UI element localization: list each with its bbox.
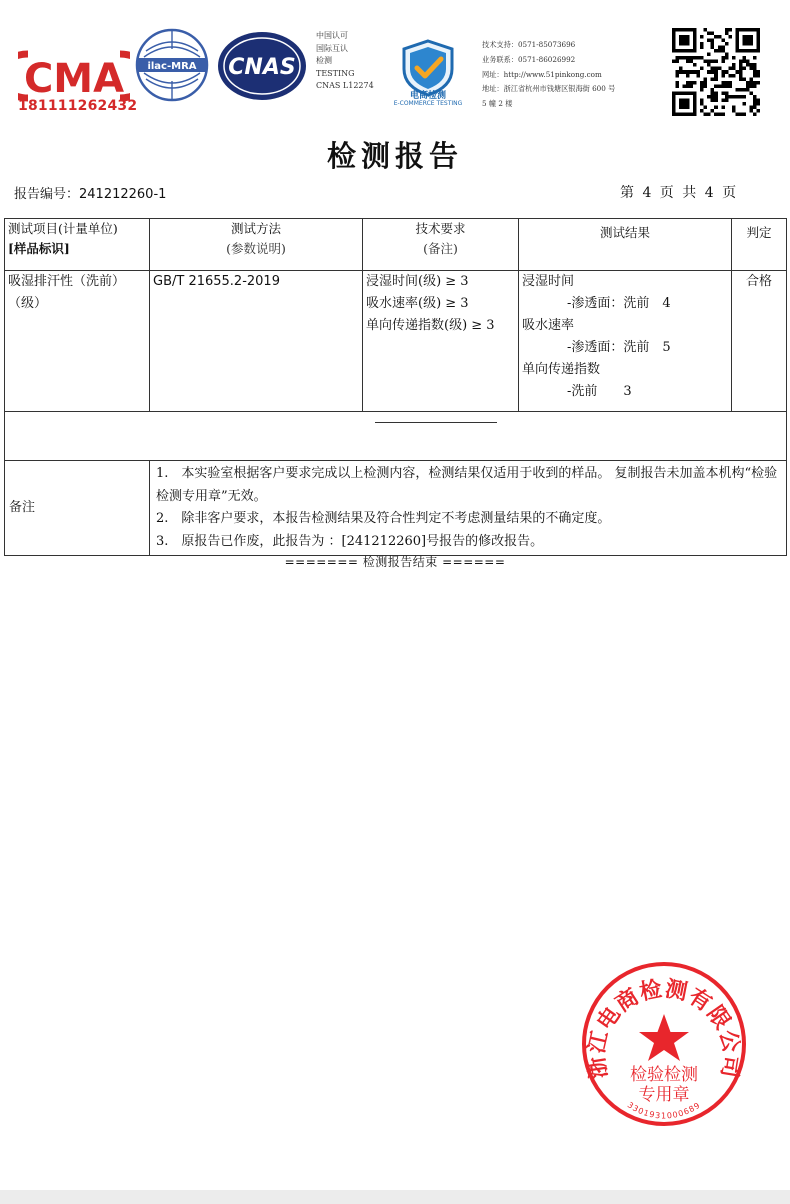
test-results-table <box>4 218 787 556</box>
page-bottom-bar <box>0 1190 790 1204</box>
cell-test-method: GB/T 21655.2-2019 <box>150 271 363 412</box>
header-result: 测试结果 <box>519 219 732 271</box>
svg-text:CNAS: CNAS <box>228 55 296 80</box>
cell-test-item: 吸湿排汗性（洗前） （级） <box>5 271 150 412</box>
blank-row-cell <box>5 412 787 461</box>
cnas-line: 检测 <box>316 56 332 65</box>
svg-text:专用章: 专用章 <box>638 1085 690 1105</box>
qr-code-icon <box>672 28 760 116</box>
note-item: 2. 除非客户要求，本报告检测结果及符合性判定不考虑测量结果的不确定度。 <box>156 511 611 526</box>
cnas-line: TESTING <box>316 68 355 78</box>
ecommerce-label-en: E-COMMERCE TESTING <box>393 100 463 107</box>
ecommerce-label-cn: 电商检测 <box>409 91 446 101</box>
header-test-item: 测试项目(计量单位) [样品标识] <box>5 219 150 271</box>
contact-address: 地址：浙江省杭州市钱塘区银海街 600 号 <box>482 84 616 94</box>
svg-text:CMA: CMA <box>23 56 125 102</box>
table-row <box>5 271 787 412</box>
contact-website: 网址：http://www.51pinkong.com <box>482 69 602 79</box>
contact-business: 业务联系：0571-86026992 <box>482 54 576 64</box>
cnas-logo <box>216 30 308 102</box>
notes-label: 备注 <box>5 461 150 556</box>
contact-address-cont: 5 幢 2 楼 <box>482 99 513 109</box>
cnas-line: CNAS L12274 <box>316 81 374 90</box>
note-item: 3. 原报告已作废，此报告为 ：[241212260]号报告的修改报告。 <box>156 533 544 549</box>
ilac-mra-logo <box>134 27 210 103</box>
table-header-row <box>5 219 787 271</box>
svg-text:检验检测: 检验检测 <box>630 1065 698 1085</box>
report-title: 检测报告 <box>326 139 463 173</box>
cell-results: 浸湿时间 -渗透面：洗前 4 吸水速率 -渗透面：洗前 5 单向传递指数 -洗前 3 <box>519 271 732 412</box>
cell-verdict: 合格 <box>732 271 787 412</box>
contact-tech-support: 技术支持：0571-85073696 <box>482 40 576 49</box>
notes-row <box>5 461 787 556</box>
page-indicator: 第 4 页 共 4 页 <box>620 185 739 201</box>
cell-requirements: 浸湿时间(级) ≥ 3 吸水速率(级) ≥ 3 单向传递指数(级) ≥ 3 <box>363 271 519 412</box>
table-blank-row <box>5 412 787 461</box>
official-seal-stamp <box>578 958 750 1130</box>
notes-content <box>150 461 787 556</box>
report-end-marker: ======= 检测报告结束 ====== <box>284 555 506 569</box>
blank-divider-line <box>375 422 497 423</box>
header-verdict: 判定 <box>732 219 787 271</box>
contact-info <box>482 38 660 112</box>
header-requirement: 技术要求 (备注) <box>363 219 519 271</box>
cnas-line: 国际互认 <box>316 43 348 53</box>
cnas-line: 中国认可 <box>316 31 348 40</box>
note-item: 1. 本实验室根据客户要求完成以上检测内容，检测结果仅适用于收到的样品。 复制报告未加盖本机构“检验检测专用章”无效。 <box>156 466 778 504</box>
svg-text:浙江电商检测有限公司: 浙江电商检测有限公司 <box>583 975 745 1081</box>
svg-text:ilac-MRA: ilac-MRA <box>147 61 197 72</box>
cnas-accreditation-text <box>316 30 380 93</box>
star-icon <box>639 1014 689 1061</box>
header-test-method: 测试方法 (参数说明) <box>150 219 363 271</box>
svg-text:3301931000689: 3301931000689 <box>625 1100 703 1121</box>
cma-number: 181111262432 <box>18 98 138 114</box>
report-number: 报告编号：241212260-1 <box>14 187 167 202</box>
